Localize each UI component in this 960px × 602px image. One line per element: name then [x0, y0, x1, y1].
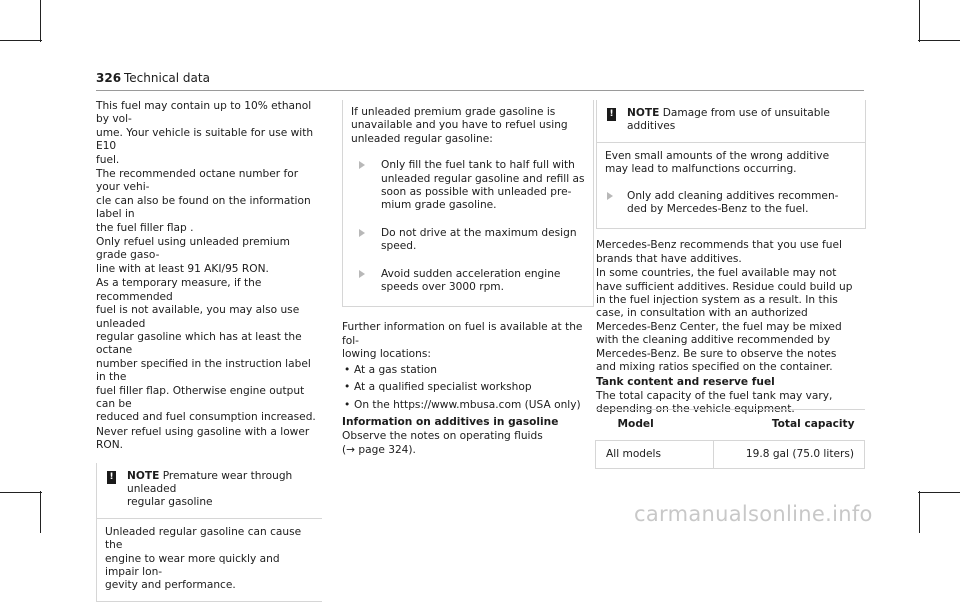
list-item: • On the https://www.mbusa.com (USA only) [344, 398, 581, 411]
section-heading: Tank content and reserve fuel [596, 375, 775, 388]
paragraph: The total capacity of the fuel tank may vary, depending on the vehicle equipment. [596, 389, 833, 416]
notice-box [596, 100, 866, 229]
notice-body [597, 142, 865, 229]
notice-title: Premature wear through unleaded regular gasoline [127, 469, 293, 509]
table-header-capacity: Total capacity [714, 410, 865, 441]
capacity-table [595, 409, 865, 469]
crop-mark [919, 491, 920, 533]
paragraph: The recommended octane number for your vehi- cle can also be found on the information label in the fuel filler flap . [96, 168, 311, 234]
table-header-row [596, 410, 865, 441]
crop-mark [0, 40, 42, 41]
column-2 [342, 100, 594, 458]
table-header-model: Model [596, 410, 714, 441]
warning-icon: ! [107, 471, 116, 484]
step-text: Avoid sudden acceleration engine speeds over 3000 rpm. [381, 267, 561, 294]
paragraph: Observe the notes on operating fluids (→ page 324). [342, 430, 543, 456]
instruction-box [342, 100, 594, 307]
table-cell-capacity: 19.8 gal (75.0 liters) [714, 441, 865, 469]
instruction-step [351, 227, 585, 254]
paragraph: This fuel may contain up to 10% ethanol by vol- ume. Your vehicle is suitable for use with E10 fuel. [96, 100, 314, 166]
page-header [96, 69, 864, 91]
step-text: Only fill the fuel tank to half full with unleaded regular gasoline and refill as soon as possible with unleaded pre- mium grade gasoline. [381, 159, 585, 212]
list-item: • At a gas station [344, 363, 438, 376]
location-list [342, 364, 594, 412]
page-number: 326 [96, 71, 122, 85]
crop-mark [0, 492, 42, 493]
notice-keyword: NOTE [627, 107, 660, 119]
paragraph: As a temporary measure, if the recommended fuel is not available, you may also use unleaded regular gasoline which has at least the octane number specified in the instruction label in the fuel filler flap. Otherwise engine output can be reduced and fuel consumption increased. [96, 277, 316, 424]
table-row [596, 441, 865, 469]
crop-mark [919, 0, 920, 42]
paragraph: Further information on fuel is available at the fol- lowing locations: [342, 321, 583, 361]
warning-icon: ! [607, 108, 616, 121]
crop-mark [918, 492, 960, 493]
step-text: Only add cleaning additives recommen- ded by Mercedes-Benz to the fuel. [627, 189, 839, 216]
instruction-step [351, 268, 585, 295]
list-item: • At a qualified specialist workshop [344, 381, 532, 394]
instruction-intro: If unleaded premium grade gasoline is unavailable and you have to refuel using unleaded regular gasoline: [351, 106, 568, 145]
section-heading: Information on additives in gasoline [342, 415, 559, 428]
crop-mark [918, 40, 960, 41]
notice-header [97, 463, 322, 518]
instruction-step [605, 190, 857, 217]
crop-mark [40, 491, 41, 533]
notice-header [597, 100, 865, 142]
column-1 [96, 100, 322, 602]
notice-keyword: NOTE [127, 469, 160, 482]
step-arrow-icon [359, 161, 365, 169]
paragraph: In some countries, the fuel available may not have sufficient additives. Residue could build up in the fuel injection system as a result. In this case, in consultation with an authorized Mercedes-Benz Center, the fuel may be mixed with the cleaning additive recommended by Mercedes-Benz. Be sure to observe the notes and mixing ratios specified on the container. [596, 267, 853, 374]
paragraph: Never refuel using gasoline with a lower RON. [96, 425, 310, 452]
notice-title: Damage from use of unsuitable additives [627, 107, 830, 133]
notice-text: Even small amounts of the wrong additive may lead to malfunctions occurring. [605, 149, 830, 176]
watermark: carmanualsonline.info [634, 502, 873, 526]
step-arrow-icon [359, 229, 365, 237]
crop-mark [40, 0, 41, 42]
instruction-step [351, 159, 585, 213]
paragraph: Mercedes-Benz recommends that you use fuel brands that have additives. [596, 239, 842, 265]
section-title: Technical data [124, 71, 210, 85]
notice-body: Unleaded regular gasoline can cause the engine to wear more quickly and impair lon- gevity and performance. [97, 518, 322, 601]
step-arrow-icon [607, 192, 613, 200]
table-cell-model: All models [596, 441, 714, 469]
step-arrow-icon [359, 270, 365, 278]
step-text: Do not drive at the maximum design speed. [381, 226, 577, 253]
notice-box [96, 463, 322, 602]
column-3 [596, 100, 866, 418]
paragraph: Only refuel using unleaded premium grade gaso- line with at least 91 AKI/95 RON. [96, 236, 290, 275]
